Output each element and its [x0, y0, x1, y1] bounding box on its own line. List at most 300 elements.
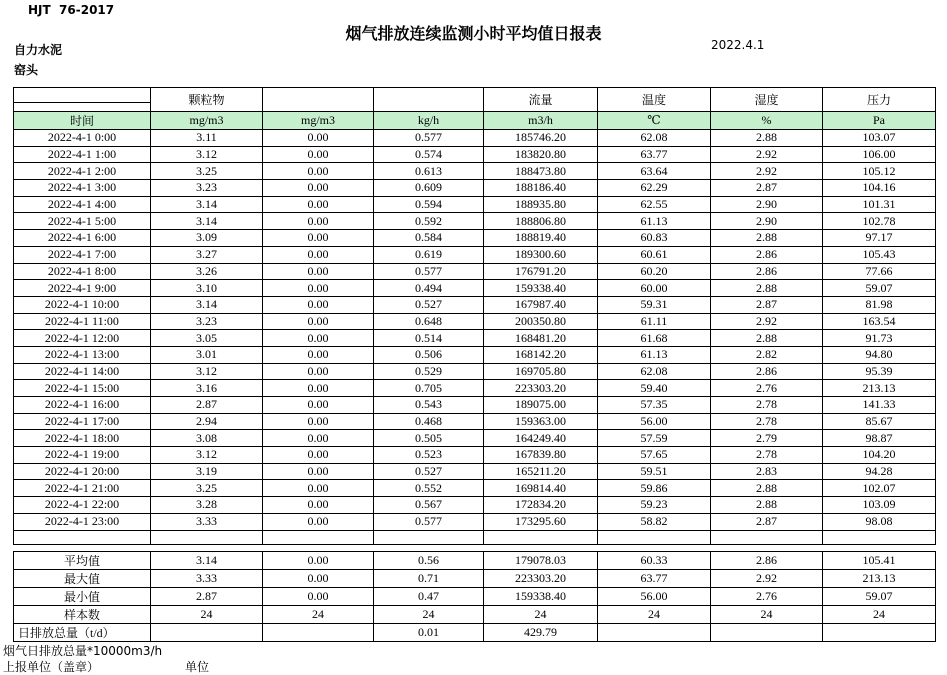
- value-cell: 2.83: [711, 463, 823, 480]
- summary-row: [14, 587, 936, 605]
- header-group-cell: 流量: [484, 88, 598, 112]
- value-cell: 103.07: [823, 130, 936, 147]
- hourly-row: [14, 213, 936, 230]
- value-cell: 0.648: [374, 313, 484, 330]
- header-group-cell: [263, 88, 374, 112]
- value-cell: 2.94: [151, 413, 263, 430]
- value-cell: 3.25: [151, 480, 263, 497]
- time-cell: 2022-4-1 19:00: [14, 447, 151, 464]
- summary-label-cell: 最小值: [14, 587, 151, 605]
- value-cell: 3.33: [151, 513, 263, 530]
- value-cell: 62.08: [598, 130, 711, 147]
- value-cell: 58.82: [598, 513, 711, 530]
- value-cell: 141.33: [823, 397, 936, 414]
- value-cell: 2.86: [711, 263, 823, 280]
- summary-value-cell: 24: [484, 605, 598, 623]
- value-cell: 0.00: [263, 363, 374, 380]
- value-cell: 98.87: [823, 430, 936, 447]
- summary-value-cell: 159338.40: [484, 587, 598, 605]
- value-cell: 0.494: [374, 280, 484, 297]
- value-cell: 94.80: [823, 346, 936, 363]
- value-cell: 2.90: [711, 196, 823, 213]
- value-cell: 0.552: [374, 480, 484, 497]
- value-cell: 3.14: [151, 196, 263, 213]
- summary-value-cell: 24: [151, 605, 263, 623]
- value-cell: 0.574: [374, 146, 484, 163]
- value-cell: 104.16: [823, 180, 936, 197]
- value-cell: 3.16: [151, 380, 263, 397]
- value-cell: 0.00: [263, 346, 374, 363]
- value-cell: 3.01: [151, 346, 263, 363]
- empty-cell: [598, 530, 711, 544]
- value-cell: 2.92: [711, 313, 823, 330]
- value-cell: 0.00: [263, 263, 374, 280]
- summary-value-cell: 0.00: [263, 551, 374, 569]
- header-blank-cell: [14, 88, 151, 103]
- value-cell: 61.11: [598, 313, 711, 330]
- value-cell: 188806.80: [484, 213, 598, 230]
- empty-cell: [823, 530, 936, 544]
- empty-cell: [14, 530, 151, 544]
- value-cell: 2.88: [711, 280, 823, 297]
- value-cell: 2.79: [711, 430, 823, 447]
- time-cell: 2022-4-1 0:00: [14, 130, 151, 147]
- value-cell: 0.00: [263, 246, 374, 263]
- value-cell: 2.90: [711, 213, 823, 230]
- value-cell: 59.51: [598, 463, 711, 480]
- value-cell: 3.19: [151, 463, 263, 480]
- value-cell: 0.505: [374, 430, 484, 447]
- summary-value-cell: [598, 623, 711, 641]
- value-cell: 3.12: [151, 447, 263, 464]
- summary-value-cell: 0.56: [374, 551, 484, 569]
- value-cell: 101.31: [823, 196, 936, 213]
- summary-value-cell: [151, 623, 263, 641]
- value-cell: 200350.80: [484, 313, 598, 330]
- summary-value-cell: 0.00: [263, 569, 374, 587]
- summary-value-cell: 59.07: [823, 587, 936, 605]
- value-cell: 59.40: [598, 380, 711, 397]
- value-cell: 3.09: [151, 230, 263, 247]
- value-cell: 0.705: [374, 380, 484, 397]
- value-cell: 189300.60: [484, 246, 598, 263]
- summary-label-cell: 日排放总量（t/d）: [14, 623, 151, 641]
- value-cell: 173295.60: [484, 513, 598, 530]
- value-cell: 3.12: [151, 146, 263, 163]
- value-cell: 164249.40: [484, 430, 598, 447]
- value-cell: 176791.20: [484, 263, 598, 280]
- summary-value-cell: 24: [711, 605, 823, 623]
- value-cell: 105.12: [823, 163, 936, 180]
- value-cell: 3.14: [151, 213, 263, 230]
- time-cell: 2022-4-1 4:00: [14, 196, 151, 213]
- value-cell: 2.87: [711, 296, 823, 313]
- summary-value-cell: 105.41: [823, 551, 936, 569]
- header-unit-row: [14, 112, 936, 130]
- summary-value-cell: 24: [598, 605, 711, 623]
- value-cell: 0.523: [374, 447, 484, 464]
- value-cell: 0.00: [263, 146, 374, 163]
- time-cell: 2022-4-1 8:00: [14, 263, 151, 280]
- value-cell: 0.567: [374, 497, 484, 514]
- value-cell: 0.468: [374, 413, 484, 430]
- value-cell: 3.14: [151, 296, 263, 313]
- unit-header-cell: kg/h: [374, 112, 484, 130]
- value-cell: 0.00: [263, 513, 374, 530]
- value-cell: 60.61: [598, 246, 711, 263]
- summary-value-cell: 213.13: [823, 569, 936, 587]
- value-cell: 2.76: [711, 380, 823, 397]
- page-title: 烟气排放连续监测小时平均值日报表: [345, 24, 602, 43]
- value-cell: 0.00: [263, 163, 374, 180]
- value-cell: 3.23: [151, 180, 263, 197]
- value-cell: 59.31: [598, 296, 711, 313]
- value-cell: 3.05: [151, 330, 263, 347]
- summary-rows-body: [14, 551, 936, 641]
- header-blank-subcell: [14, 103, 151, 112]
- unit-header-cell: %: [711, 112, 823, 130]
- value-cell: 0.00: [263, 463, 374, 480]
- unit-header-cell: Pa: [823, 112, 936, 130]
- time-cell: 2022-4-1 14:00: [14, 363, 151, 380]
- value-cell: 2.78: [711, 447, 823, 464]
- value-cell: 0.00: [263, 313, 374, 330]
- time-cell: 2022-4-1 16:00: [14, 397, 151, 414]
- value-cell: 0.00: [263, 230, 374, 247]
- value-cell: 59.86: [598, 480, 711, 497]
- value-cell: 0.609: [374, 180, 484, 197]
- summary-value-cell: [823, 623, 936, 641]
- value-cell: 185746.20: [484, 130, 598, 147]
- value-cell: 169705.80: [484, 363, 598, 380]
- time-cell: 2022-4-1 11:00: [14, 313, 151, 330]
- value-cell: 85.67: [823, 413, 936, 430]
- summary-label-cell: 平均值: [14, 551, 151, 569]
- value-cell: 60.00: [598, 280, 711, 297]
- value-cell: 3.26: [151, 263, 263, 280]
- value-cell: 0.592: [374, 213, 484, 230]
- time-cell: 2022-4-1 15:00: [14, 380, 151, 397]
- time-cell: 2022-4-1 1:00: [14, 146, 151, 163]
- value-cell: 0.613: [374, 163, 484, 180]
- value-cell: 183820.80: [484, 146, 598, 163]
- value-cell: 0.00: [263, 480, 374, 497]
- value-cell: 2.86: [711, 363, 823, 380]
- unit-header-cell: ℃: [598, 112, 711, 130]
- value-cell: 168481.20: [484, 330, 598, 347]
- empty-cell: [484, 530, 598, 544]
- company-name: 自力水泥: [14, 43, 63, 57]
- value-cell: 3.11: [151, 130, 263, 147]
- value-cell: 0.00: [263, 130, 374, 147]
- hourly-row: [14, 246, 936, 263]
- summary-value-cell: 2.76: [711, 587, 823, 605]
- time-cell: 2022-4-1 20:00: [14, 463, 151, 480]
- unit-header-cell: mg/m3: [151, 112, 263, 130]
- hourly-row: [14, 513, 936, 530]
- value-cell: 3.10: [151, 280, 263, 297]
- flow-total-note: 烟气日排放总量*10000m3/h: [3, 644, 163, 658]
- summary-value-cell: 60.33: [598, 551, 711, 569]
- header-group-cell: 温度: [598, 88, 711, 112]
- summary-value-cell: 2.92: [711, 569, 823, 587]
- hourly-row: [14, 180, 936, 197]
- hourly-row: [14, 230, 936, 247]
- value-cell: 167987.40: [484, 296, 598, 313]
- hourly-row: [14, 447, 936, 464]
- value-cell: 61.13: [598, 346, 711, 363]
- time-cell: 2022-4-1 23:00: [14, 513, 151, 530]
- value-cell: 98.08: [823, 513, 936, 530]
- value-cell: 0.577: [374, 130, 484, 147]
- value-cell: 0.00: [263, 497, 374, 514]
- summary-value-cell: 0.47: [374, 587, 484, 605]
- time-cell: 2022-4-1 6:00: [14, 230, 151, 247]
- value-cell: 2.78: [711, 397, 823, 414]
- value-cell: 60.20: [598, 263, 711, 280]
- summary-value-cell: 223303.20: [484, 569, 598, 587]
- value-cell: 102.07: [823, 480, 936, 497]
- hourly-rows-body: [14, 130, 936, 531]
- hourly-row: [14, 413, 936, 430]
- value-cell: 60.83: [598, 230, 711, 247]
- summary-value-cell: 24: [374, 605, 484, 623]
- time-header-cell: 时间: [14, 112, 151, 130]
- summary-table: [13, 551, 936, 642]
- value-cell: 63.77: [598, 146, 711, 163]
- value-cell: 213.13: [823, 380, 936, 397]
- standard-code: HJT 76-2017: [28, 3, 115, 17]
- time-cell: 2022-4-1 3:00: [14, 180, 151, 197]
- hourly-row: [14, 380, 936, 397]
- value-cell: 2.88: [711, 230, 823, 247]
- value-cell: 172834.20: [484, 497, 598, 514]
- value-cell: 0.584: [374, 230, 484, 247]
- time-cell: 2022-4-1 13:00: [14, 346, 151, 363]
- empty-separator-row: [14, 530, 936, 544]
- value-cell: 0.577: [374, 263, 484, 280]
- value-cell: 0.00: [263, 413, 374, 430]
- summary-value-cell: 0.71: [374, 569, 484, 587]
- value-cell: 62.29: [598, 180, 711, 197]
- value-cell: 167839.80: [484, 447, 598, 464]
- value-cell: 0.577: [374, 513, 484, 530]
- value-cell: 0.527: [374, 463, 484, 480]
- unit-header-cell: m3/h: [484, 112, 598, 130]
- hourly-row: [14, 497, 936, 514]
- hourly-row: [14, 296, 936, 313]
- summary-value-cell: 0.00: [263, 587, 374, 605]
- value-cell: 188186.40: [484, 180, 598, 197]
- time-cell: 2022-4-1 21:00: [14, 480, 151, 497]
- value-cell: 91.73: [823, 330, 936, 347]
- hourly-row: [14, 330, 936, 347]
- hourly-row: [14, 397, 936, 414]
- summary-value-cell: 24: [823, 605, 936, 623]
- value-cell: 3.25: [151, 163, 263, 180]
- value-cell: 0.00: [263, 397, 374, 414]
- value-cell: 169814.40: [484, 480, 598, 497]
- summary-value-cell: [711, 623, 823, 641]
- value-cell: 2.87: [711, 180, 823, 197]
- value-cell: 94.28: [823, 463, 936, 480]
- value-cell: 2.92: [711, 146, 823, 163]
- value-cell: 223303.20: [484, 380, 598, 397]
- value-cell: 0.619: [374, 246, 484, 263]
- value-cell: 163.54: [823, 313, 936, 330]
- header-group-cell: [374, 88, 484, 112]
- empty-cell: [151, 530, 263, 544]
- value-cell: 59.23: [598, 497, 711, 514]
- value-cell: 2.82: [711, 346, 823, 363]
- value-cell: 105.43: [823, 246, 936, 263]
- value-cell: 59.07: [823, 280, 936, 297]
- unit-label: 单位: [185, 660, 210, 674]
- value-cell: 189075.00: [484, 397, 598, 414]
- value-cell: 0.00: [263, 380, 374, 397]
- hourly-row: [14, 130, 936, 147]
- value-cell: 3.23: [151, 313, 263, 330]
- summary-row: [14, 569, 936, 587]
- summary-value-cell: 2.87: [151, 587, 263, 605]
- summary-value-cell: 63.77: [598, 569, 711, 587]
- value-cell: 57.65: [598, 447, 711, 464]
- time-cell: 2022-4-1 7:00: [14, 246, 151, 263]
- value-cell: 188473.80: [484, 163, 598, 180]
- time-cell: 2022-4-1 2:00: [14, 163, 151, 180]
- summary-value-cell: [263, 623, 374, 641]
- value-cell: 0.514: [374, 330, 484, 347]
- value-cell: 0.529: [374, 363, 484, 380]
- value-cell: 63.64: [598, 163, 711, 180]
- value-cell: 2.87: [151, 397, 263, 414]
- summary-row: [14, 551, 936, 569]
- value-cell: 61.13: [598, 213, 711, 230]
- value-cell: 61.68: [598, 330, 711, 347]
- value-cell: 57.35: [598, 397, 711, 414]
- header-group-cell: 湿度: [711, 88, 823, 112]
- hourly-row: [14, 196, 936, 213]
- empty-cell: [263, 530, 374, 544]
- value-cell: 0.543: [374, 397, 484, 414]
- hourly-row: [14, 146, 936, 163]
- value-cell: 2.88: [711, 130, 823, 147]
- value-cell: 0.527: [374, 296, 484, 313]
- report-unit-label: 上报单位（盖章）: [3, 660, 100, 674]
- time-cell: 2022-4-1 22:00: [14, 497, 151, 514]
- value-cell: 3.28: [151, 497, 263, 514]
- value-cell: 2.88: [711, 497, 823, 514]
- hourly-row: [14, 363, 936, 380]
- value-cell: 81.98: [823, 296, 936, 313]
- hourly-row: [14, 280, 936, 297]
- value-cell: 168142.20: [484, 346, 598, 363]
- value-cell: 62.55: [598, 196, 711, 213]
- header-group-cell: 颗粒物: [151, 88, 263, 112]
- value-cell: 106.00: [823, 146, 936, 163]
- value-cell: 2.87: [711, 513, 823, 530]
- value-cell: 0.00: [263, 196, 374, 213]
- value-cell: 159338.40: [484, 280, 598, 297]
- time-cell: 2022-4-1 12:00: [14, 330, 151, 347]
- summary-row: [14, 623, 936, 641]
- value-cell: 2.92: [711, 163, 823, 180]
- value-cell: 2.78: [711, 413, 823, 430]
- summary-value-cell: 3.14: [151, 551, 263, 569]
- hourly-row: [14, 430, 936, 447]
- hourly-row: [14, 346, 936, 363]
- summary-row: [14, 605, 936, 623]
- value-cell: 188819.40: [484, 230, 598, 247]
- value-cell: 57.59: [598, 430, 711, 447]
- value-cell: 0.00: [263, 430, 374, 447]
- value-cell: 0.594: [374, 196, 484, 213]
- unit-header-cell: mg/m3: [263, 112, 374, 130]
- value-cell: 56.00: [598, 413, 711, 430]
- value-cell: 102.78: [823, 213, 936, 230]
- value-cell: 2.86: [711, 246, 823, 263]
- header-group-cell: 压力: [823, 88, 936, 112]
- value-cell: 0.00: [263, 213, 374, 230]
- summary-value-cell: 24: [263, 605, 374, 623]
- summary-value-cell: 2.86: [711, 551, 823, 569]
- hourly-row: [14, 163, 936, 180]
- monitor-point: 窑头: [14, 63, 39, 77]
- time-cell: 2022-4-1 18:00: [14, 430, 151, 447]
- empty-cell: [711, 530, 823, 544]
- time-cell: 2022-4-1 10:00: [14, 296, 151, 313]
- value-cell: 97.17: [823, 230, 936, 247]
- hourly-table: [13, 87, 936, 545]
- value-cell: 0.00: [263, 296, 374, 313]
- value-cell: 77.66: [823, 263, 936, 280]
- value-cell: 3.12: [151, 363, 263, 380]
- time-cell: 2022-4-1 5:00: [14, 213, 151, 230]
- summary-value-cell: 0.01: [374, 623, 484, 641]
- value-cell: 0.506: [374, 346, 484, 363]
- value-cell: 188935.80: [484, 196, 598, 213]
- value-cell: 165211.20: [484, 463, 598, 480]
- value-cell: 3.08: [151, 430, 263, 447]
- value-cell: 103.09: [823, 497, 936, 514]
- hourly-row: [14, 463, 936, 480]
- hourly-row: [14, 313, 936, 330]
- value-cell: 0.00: [263, 280, 374, 297]
- value-cell: 104.20: [823, 447, 936, 464]
- value-cell: 0.00: [263, 447, 374, 464]
- hourly-row: [14, 480, 936, 497]
- value-cell: 95.39: [823, 363, 936, 380]
- summary-value-cell: 3.33: [151, 569, 263, 587]
- value-cell: 62.08: [598, 363, 711, 380]
- summary-label-cell: 最大值: [14, 569, 151, 587]
- summary-value-cell: 429.79: [484, 623, 598, 641]
- report-date: 2022.4.1: [711, 38, 765, 52]
- value-cell: 2.88: [711, 480, 823, 497]
- empty-cell: [374, 530, 484, 544]
- time-cell: 2022-4-1 9:00: [14, 280, 151, 297]
- summary-label-cell: 样本数: [14, 605, 151, 623]
- summary-value-cell: 56.00: [598, 587, 711, 605]
- value-cell: 0.00: [263, 330, 374, 347]
- value-cell: 3.27: [151, 246, 263, 263]
- value-cell: 2.88: [711, 330, 823, 347]
- value-cell: 0.00: [263, 180, 374, 197]
- value-cell: 159363.00: [484, 413, 598, 430]
- hourly-row: [14, 263, 936, 280]
- summary-value-cell: 179078.03: [484, 551, 598, 569]
- report-table-area: [13, 87, 935, 642]
